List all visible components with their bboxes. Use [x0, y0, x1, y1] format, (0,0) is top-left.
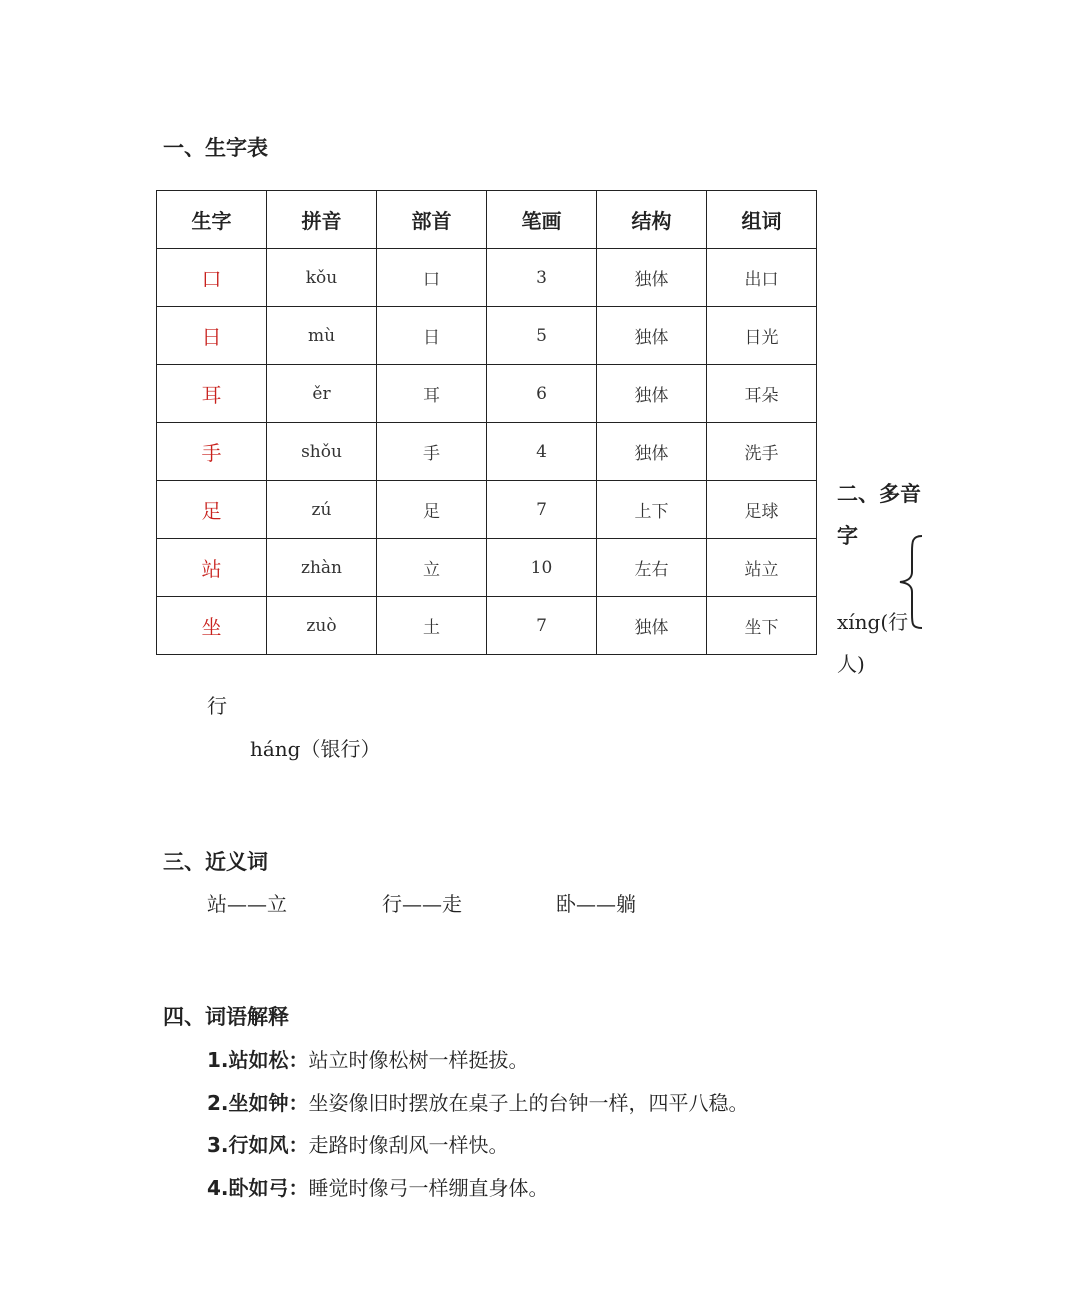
table-cell-character: 口 [157, 249, 267, 307]
column-header: 生字 [157, 191, 267, 249]
column-header: 结构 [597, 191, 707, 249]
table-cell-pinyin: zuò [267, 597, 377, 655]
polyphonic-character: 行 [207, 694, 227, 718]
list-item [207, 1129, 509, 1158]
table-cell-strokes: 5 [487, 307, 597, 365]
table-cell-pinyin: zhàn [267, 539, 377, 597]
table-cell-structure: 独体 [597, 597, 707, 655]
synonym-pair: 站——立 [207, 892, 287, 916]
term-label: 2.坐如钟： [207, 1091, 309, 1115]
table-cell-pinyin: ěr [267, 365, 377, 423]
table-cell-structure: 独体 [597, 423, 707, 481]
table-cell-radical: 耳 [377, 365, 487, 423]
synonym-pair: 行——走 [382, 892, 462, 916]
section-title-polyphonic: 二、多音 [837, 482, 921, 506]
table-cell-word: 出口 [707, 249, 817, 307]
table-cell-character: 耳 [157, 365, 267, 423]
table-cell-structure: 独体 [597, 365, 707, 423]
term-definition: 站立时像松树一样挺拔。 [308, 1048, 529, 1072]
column-header: 拼音 [267, 191, 377, 249]
table-row [157, 365, 817, 423]
table-cell-strokes: 3 [487, 249, 597, 307]
reading-xing-cont: 人) [837, 652, 865, 676]
table-cell-pinyin: mù [267, 307, 377, 365]
table-cell-pinyin: kǒu [267, 249, 377, 307]
table-cell-strokes: 7 [487, 481, 597, 539]
table-cell-radical: 足 [377, 481, 487, 539]
table-row [157, 481, 817, 539]
term-label: 4.卧如弓： [207, 1176, 309, 1200]
table-cell-radical: 手 [377, 423, 487, 481]
table-cell-structure: 左右 [597, 539, 707, 597]
table-cell-radical: 日 [377, 307, 487, 365]
term-label: 3.行如风： [207, 1133, 309, 1157]
list-item [207, 1044, 529, 1073]
table-cell-word: 足球 [707, 481, 817, 539]
table-cell-word: 坐下 [707, 597, 817, 655]
table-cell-word: 洗手 [707, 423, 817, 481]
section-title-synonyms: 三、近义词 [163, 850, 268, 874]
table-cell-radical: 土 [377, 597, 487, 655]
table-cell-pinyin: shǒu [267, 423, 377, 481]
section-title-explanations: 四、词语解释 [163, 1005, 289, 1029]
table-row [157, 307, 817, 365]
table-row [157, 249, 817, 307]
column-header: 部首 [377, 191, 487, 249]
table-cell-character: 足 [157, 481, 267, 539]
term-label: 1.站如松： [207, 1048, 309, 1072]
table-cell-structure: 独体 [597, 249, 707, 307]
table-cell-pinyin: zú [267, 481, 377, 539]
table-cell-strokes: 6 [487, 365, 597, 423]
term-definition: 睡觉时像弓一样绷直身体。 [308, 1176, 549, 1200]
list-item [207, 1087, 749, 1116]
table-row [157, 423, 817, 481]
reading-xing: xíng(行 [837, 610, 909, 634]
table-cell-structure: 上下 [597, 481, 707, 539]
section-title-new-characters: 一、生字表 [163, 136, 268, 160]
section-title-polyphonic-cont: 字 [837, 524, 858, 548]
table-cell-word: 日光 [707, 307, 817, 365]
table-cell-radical: 口 [377, 249, 487, 307]
table-cell-word: 站立 [707, 539, 817, 597]
term-definition: 走路时像刮风一样快。 [308, 1133, 509, 1157]
reading-hang: háng（银行） [250, 737, 381, 761]
table-cell-strokes: 4 [487, 423, 597, 481]
table-row [157, 539, 817, 597]
table-cell-structure: 独体 [597, 307, 707, 365]
table-cell-strokes: 7 [487, 597, 597, 655]
table-cell-radical: 立 [377, 539, 487, 597]
term-definition: 坐姿像旧时摆放在桌子上的台钟一样，四平八稳。 [308, 1091, 749, 1115]
table-row [157, 597, 817, 655]
table-cell-character: 手 [157, 423, 267, 481]
table-cell-character: 坐 [157, 597, 267, 655]
table-cell-character: 日 [157, 307, 267, 365]
table-header-row [157, 191, 817, 249]
character-table [156, 190, 817, 655]
table-cell-strokes: 10 [487, 539, 597, 597]
column-header: 组词 [707, 191, 817, 249]
table-cell-character: 站 [157, 539, 267, 597]
column-header: 笔画 [487, 191, 597, 249]
list-item [207, 1172, 549, 1201]
table-cell-word: 耳朵 [707, 365, 817, 423]
synonym-pair: 卧——躺 [556, 892, 636, 916]
